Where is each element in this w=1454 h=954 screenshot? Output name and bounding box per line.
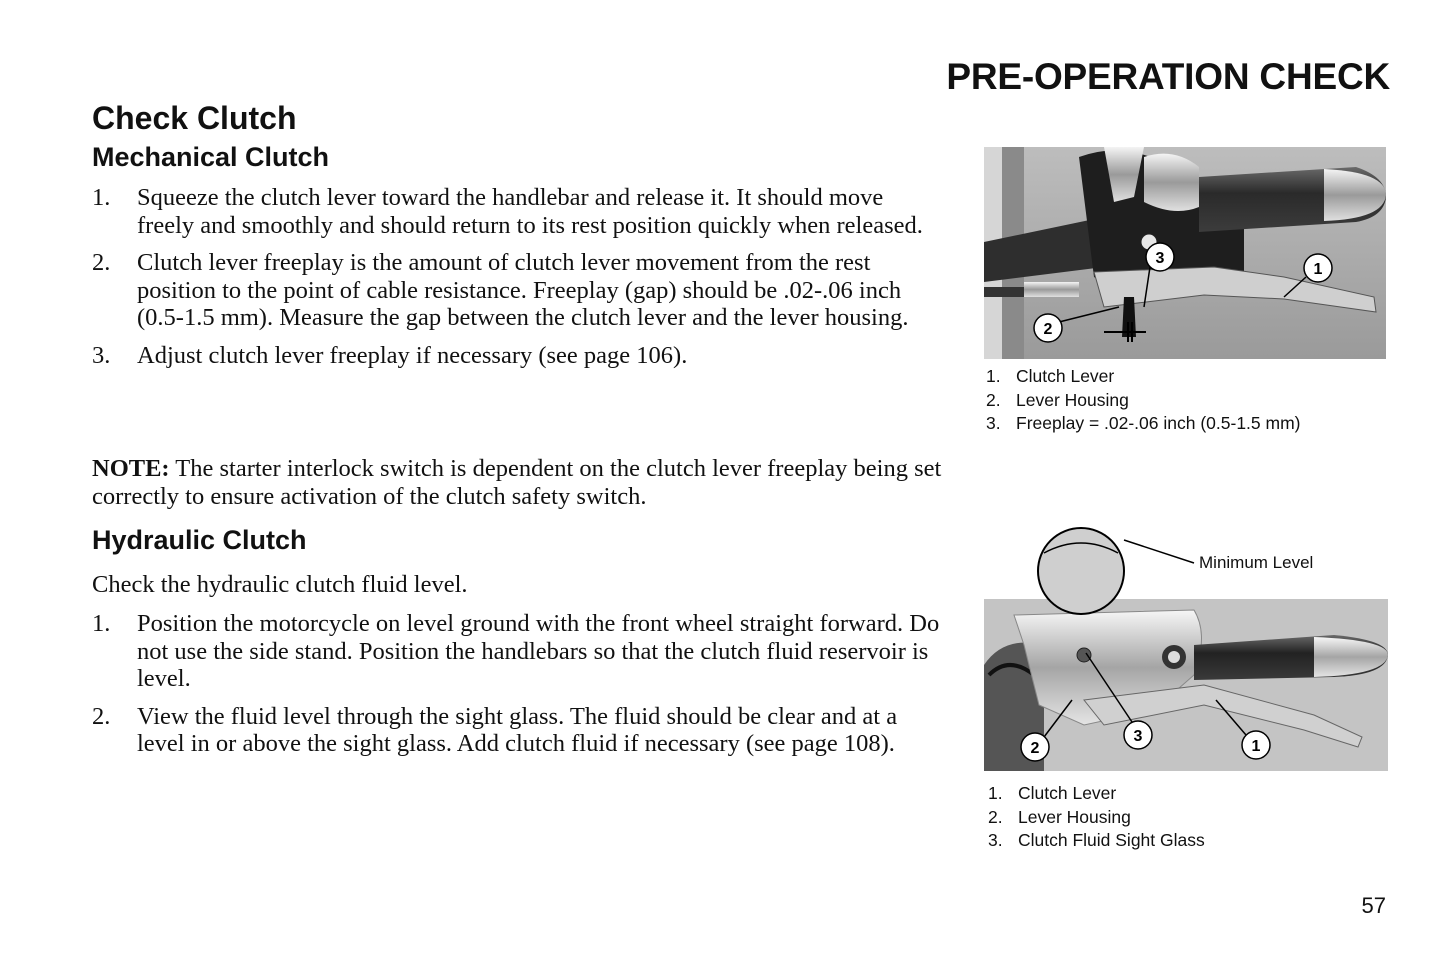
caption-number: 2. [986,389,1001,410]
caption-number: 3. [988,830,1003,850]
section-header: PRE-OPERATION CHECK [946,56,1390,97]
caption-item [988,782,1205,806]
mechanical-clutch-heading: Mechanical Clutch [92,142,330,172]
mechanical-clutch-steps [92,184,942,379]
caption-text: Clutch Lever [1018,783,1117,803]
caption-text: Lever Housing [1016,389,1129,410]
step-number: 3. [92,341,111,369]
caption-text: Freeplay = .02-.06 inch (0.5-1.5 mm) [1016,413,1301,433]
caption-item [986,412,1301,436]
step-text: Squeeze the clutch lever toward the handlebar and release it. It should move freely and smoothly and should return to its rest position quickly when released. [137,184,923,239]
hydraulic-step-2 [92,703,942,758]
caption-text: Clutch Lever [1016,366,1115,386]
page-number: 57 [1361,893,1386,918]
callout-3-label: 3 [1133,728,1143,745]
step-text: Clutch lever freeplay is the amount of clutch lever movement from the rest position to the point of cable resistance. Freeplay (gap) should be .02-.06 inch (0.5-1.5 mm). Measure the gap between the clutch lever and the lever housing. [137,249,909,331]
hydraulic-clutch-steps [92,610,942,768]
note-label: NOTE: [92,455,170,482]
callout-2-label: 2 [1043,321,1053,338]
figure2-caption [988,782,1205,853]
callout-1-label: 1 [1251,738,1261,755]
callout-2-label: 2 [1030,740,1040,757]
caption-number: 1. [986,366,1001,386]
step-number: 2. [92,702,111,730]
step-number: 1. [92,184,111,211]
hydraulic-clutch-heading: Hydraulic Clutch [92,525,307,555]
hydraulic-clutch-photo [984,525,1388,771]
callout-3-label: 3 [1155,250,1165,267]
check-clutch-heading: Check Clutch [92,100,297,136]
minimum-level-label: Minimum Level [1199,553,1314,572]
figure1-caption [986,365,1301,436]
mechanical-step-3 [92,342,942,370]
step-text: View the fluid level through the sight glass. The fluid should be clear and at a level in or above the sight glass. Add clutch fluid if necessary (see page 108). [137,702,898,757]
step-number: 1. [92,610,111,637]
mechanical-clutch-photo [984,147,1386,359]
caption-number: 1. [988,783,1003,803]
step-text: Adjust clutch lever freeplay if necessary (see page 106). [137,341,688,369]
note-text: The starter interlock switch is dependent on the clutch lever freeplay being set correctly to ensure activation of the clutch safety switch. [92,455,942,510]
caption-text: Clutch Fluid Sight Glass [1018,830,1205,850]
caption-text: Lever Housing [1018,806,1131,827]
caption-number: 2. [988,806,1003,827]
caption-item [986,365,1301,389]
caption-number: 3. [986,413,1001,433]
step-text: Position the motorcycle on level ground with the front wheel straight forward. Do not use the side stand. Position the handlebars so that the clutch fluid reservoir is level. [137,610,940,692]
step-number: 2. [92,249,111,276]
mechanical-step-1 [92,184,942,239]
caption-item [986,389,1301,413]
callout-1-label: 1 [1313,261,1323,278]
hydraulic-step-1 [92,610,942,693]
hydraulic-intro: Check the hydraulic clutch fluid level. [92,571,468,598]
caption-item [988,806,1205,830]
note-paragraph [92,455,942,510]
mechanical-step-2 [92,249,942,332]
caption-item [988,829,1205,853]
